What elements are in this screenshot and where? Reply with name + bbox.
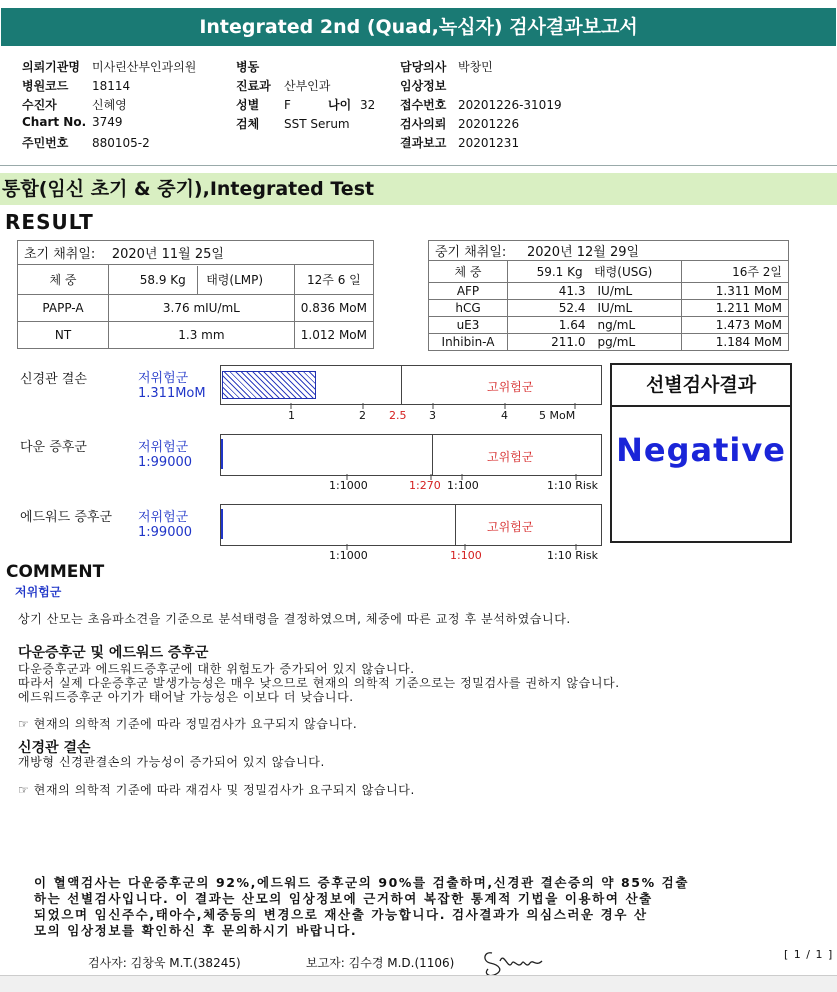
comment-note: ☞ 현재의 의학적 기준에 따라 재검사 및 정밀검사가 요구되지 않습니다. <box>18 783 415 797</box>
first-ga-label: 태령(LMP) <box>197 266 263 294</box>
risk-result-down: 저위험군 <box>138 440 189 455</box>
comment-line: 다운증후군과 에드워드증후군에 대한 위험도가 증가되어 있지 않습니다. <box>18 662 415 676</box>
second-date: 2020년 12월 29일 <box>526 245 640 260</box>
tick-label: 4 <box>501 409 508 422</box>
tick-label: 5 MoM <box>539 409 576 422</box>
cutoff-line <box>455 505 456 545</box>
second-row-unit: IU/mL <box>592 300 682 317</box>
second-ga: 16주 2일 <box>681 261 788 283</box>
disclaimer-line: 이 혈액검사는 다운증후군의 92%,에드워드 증후군의 90%를 검출하며,신경관 결손증의 약 85% 검출 <box>34 875 689 890</box>
footer-examiner: 검사자: 김창욱 M.T.(38245) <box>88 956 241 970</box>
screening-title: 선별검사결과 <box>612 365 790 407</box>
comment-heading: COMMENT <box>6 562 105 582</box>
disclaimer-line: 하는 선별검사입니다. 이 결과는 산모의 임상정보에 근거하여 복잡한 통계적 기법을 이용하여 산출 <box>34 891 653 906</box>
risk-fill-edwards <box>221 509 223 539</box>
screening-result-box <box>610 363 792 543</box>
header-idno: 주민번호 880105-2 <box>22 136 150 150</box>
second-row-mom: 1.473 MoM <box>681 317 788 334</box>
second-row-mom: 1.311 MoM <box>681 283 788 300</box>
risk-label-down: 다운 증후군 <box>20 440 87 455</box>
high-risk-label: 고위험군 <box>487 450 534 464</box>
second-weight-cell <box>508 261 682 283</box>
tick-label: 2.5 <box>389 409 407 422</box>
comment-line: 따라서 실제 다운증후군 발생가능성은 매우 낮으므로 현재의 의학적 기준으로는 정밀검사를 권하지 않습니다. <box>18 676 620 690</box>
second-weight: 59.1 Kg <box>536 265 583 279</box>
first-weight: 58.9 Kg <box>139 272 186 287</box>
header-request: 검사의뢰 20201226 <box>400 117 520 131</box>
tick-label: 1:10 Risk <box>547 549 598 562</box>
second-row-name: Inhibin-A <box>429 334 508 351</box>
first-date: 2020년 11월 25일 <box>111 247 224 262</box>
comment-line: 개방형 신경관결손의 가능성이 증가되어 있지 않습니다. <box>18 755 325 769</box>
second-row-name: AFP <box>429 283 508 300</box>
risk-value-down: 1:99000 <box>138 455 193 470</box>
page-number: [ 1 / 1 ] <box>784 948 834 961</box>
high-risk-label: 고위험군 <box>487 520 534 534</box>
second-row-name: uE3 <box>429 317 508 334</box>
screening-result: Negative <box>616 431 786 469</box>
second-row-value: 52.4 <box>508 300 592 317</box>
tick-label: 1 <box>288 409 295 422</box>
second-trimester-table <box>428 240 789 351</box>
tick-label: 1:100 <box>447 479 479 492</box>
second-row-unit: ng/mL <box>592 317 682 334</box>
first-weight-cell <box>109 265 295 295</box>
first-trimester-table <box>17 240 374 349</box>
second-row-unit: pg/mL <box>592 334 682 351</box>
risk-fill-ntd <box>222 371 316 399</box>
risk-bar-edwards <box>220 504 602 546</box>
tick-label: 1:1000 <box>329 549 368 562</box>
comment-subheading: 다운증후군 및 에드워드 증후군 <box>18 645 209 661</box>
comment-note: ☞ 현재의 의학적 기준에 따라 정밀검사가 요구되지 않습니다. <box>18 717 358 731</box>
second-weight-label: 체 중 <box>429 261 508 283</box>
header-dept: 진료과 산부인과 <box>236 79 331 93</box>
comment-line: 상기 산모는 초음파소견을 기준으로 분석태령을 결정하였으며, 체중에 따른 교정 후 분석하였습니다. <box>18 612 571 626</box>
header-code: 병원코드 18114 <box>22 79 131 93</box>
second-ga-label: 태령(USG) <box>594 265 653 279</box>
risk-result-edwards: 저위험군 <box>138 510 189 525</box>
header-examinee: 수진자 신혜영 <box>22 98 127 112</box>
first-row-name: NT <box>18 322 109 349</box>
header-age: 나이 32 <box>328 98 376 112</box>
first-weight-label: 체 중 <box>18 265 109 295</box>
tick-label: 3 <box>429 409 436 422</box>
result-heading: RESULT <box>5 210 94 234</box>
header-receipt: 접수번호 20201226-31019 <box>400 98 562 112</box>
tick-label: 1:10 Risk <box>547 479 598 492</box>
risk-value-edwards: 1:99000 <box>138 525 193 540</box>
risk-label-edwards: 에드워드 증후군 <box>20 510 113 525</box>
disclaimer-line: 모의 임상정보를 확인하신 후 문의하시기 바랍니다. <box>34 923 358 938</box>
tick-label: 1:100 <box>450 549 482 562</box>
header-clinical: 임상정보 <box>400 79 447 93</box>
header-report: 결과보고 20201231 <box>400 136 520 150</box>
risk-value-ntd: 1.311MoM <box>138 386 206 401</box>
second-row-value: 41.3 <box>508 283 592 300</box>
disclaimer-line: 되었으며 임신주수,태아수,체중등의 변경으로 재산출 가능합니다. 검사결과가 의심스러운 경우 산 <box>34 907 648 922</box>
cutoff-line <box>401 366 402 404</box>
second-row-value: 211.0 <box>508 334 592 351</box>
first-row-value: 1.3 mm <box>109 322 295 349</box>
report-title: Integrated 2nd (Quad,녹십자) 검사결과보고서 <box>1 8 836 46</box>
risk-label-ntd: 신경관 결손 <box>20 372 87 387</box>
risk-fill-down <box>221 439 223 469</box>
risk-result-ntd: 저위험군 <box>138 371 189 386</box>
risk-bar-ntd <box>220 365 602 405</box>
first-row-mom: 0.836 MoM <box>294 295 373 322</box>
risk-bar-down <box>220 434 602 476</box>
comment-risk: 저위험군 <box>15 585 62 599</box>
comment-line: 에드워드증후군 아기가 태어날 가능성은 이보다 더 낮습니다. <box>18 690 354 704</box>
signature-icon <box>478 941 544 979</box>
header-ward: 병동 <box>236 60 260 74</box>
header-specimen: 검체 SST Serum <box>236 117 350 131</box>
header-chart: Chart No. 3749 <box>22 115 123 129</box>
tick-label: 2 <box>359 409 366 422</box>
divider <box>0 165 837 166</box>
second-row-name: hCG <box>429 300 508 317</box>
footer-reporter: 보고자: 김수경 M.D.(1106) <box>306 956 455 970</box>
cutoff-line <box>432 435 433 475</box>
second-date-label: 중기 채취일: <box>435 245 507 260</box>
high-risk-label: 고위험군 <box>487 380 534 394</box>
second-row-mom: 1.184 MoM <box>681 334 788 351</box>
page-bottom <box>0 975 837 992</box>
tick-label: 1:1000 <box>329 479 368 492</box>
header-doctor: 담당의사 박창민 <box>400 60 493 74</box>
first-ga: 12주 6 일 <box>294 265 373 295</box>
first-row-name: PAPP-A <box>18 295 109 322</box>
first-row-value: 3.76 mIU/mL <box>109 295 295 322</box>
header-sex: 성별 F <box>236 98 291 112</box>
section-title: 통합(임신 초기 & 중기),Integrated Test <box>0 173 837 205</box>
first-row-mom: 1.012 MoM <box>294 322 373 349</box>
second-row-unit: IU/mL <box>592 283 682 300</box>
header-institution: 의뢰기관명 미사린산부인과의원 <box>22 60 197 74</box>
comment-subheading: 신경관 결손 <box>18 740 91 756</box>
second-row-value: 1.64 <box>508 317 592 334</box>
second-row-mom: 1.211 MoM <box>681 300 788 317</box>
first-date-label: 초기 채취일: <box>24 247 96 262</box>
tick-label: 1:270 <box>409 479 441 492</box>
